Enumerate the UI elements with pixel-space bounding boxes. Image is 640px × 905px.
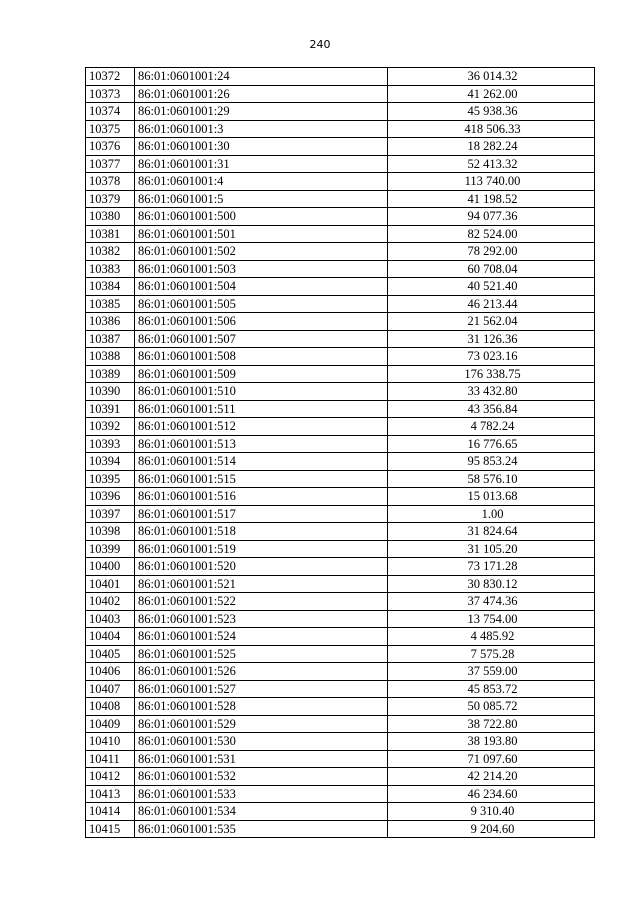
cadastral-number-cell: 86:01:0601001:503 (135, 260, 388, 278)
row-number-cell: 10378 (86, 173, 135, 191)
cadastral-value-cell: 94 077.36 (388, 208, 595, 226)
cadastral-number-cell: 86:01:0601001:24 (135, 68, 388, 86)
table-row (86, 663, 595, 681)
cadastral-value-cell: 418 506.33 (388, 120, 595, 138)
cadastral-number-cell: 86:01:0601001:525 (135, 645, 388, 663)
cadastral-value-cell: 42 214.20 (388, 768, 595, 786)
table-row (86, 278, 595, 296)
row-number-cell: 10414 (86, 803, 135, 821)
cadastral-number-cell: 86:01:0601001:531 (135, 750, 388, 768)
cadastral-value-cell: 41 198.52 (388, 190, 595, 208)
cadastral-number-cell: 86:01:0601001:4 (135, 173, 388, 191)
table-row (86, 733, 595, 751)
cadastral-number-cell: 86:01:0601001:513 (135, 435, 388, 453)
table-row (86, 593, 595, 611)
cadastral-number-cell: 86:01:0601001:512 (135, 418, 388, 436)
table-row (86, 680, 595, 698)
cadastral-value-cell: 43 356.84 (388, 400, 595, 418)
cadastral-value-cell: 36 014.32 (388, 68, 595, 86)
cadastral-number-cell: 86:01:0601001:511 (135, 400, 388, 418)
cadastral-value-cell: 1.00 (388, 505, 595, 523)
cadastral-number-cell: 86:01:0601001:522 (135, 593, 388, 611)
cadastral-number-cell: 86:01:0601001:523 (135, 610, 388, 628)
cadastral-value-cell: 60 708.04 (388, 260, 595, 278)
row-number-cell: 10401 (86, 575, 135, 593)
table-row (86, 330, 595, 348)
cadastral-number-cell: 86:01:0601001:26 (135, 85, 388, 103)
table-row (86, 435, 595, 453)
table-row (86, 383, 595, 401)
table-row (86, 190, 595, 208)
cadastral-number-cell: 86:01:0601001:504 (135, 278, 388, 296)
cadastral-value-cell: 46 234.60 (388, 785, 595, 803)
row-number-cell: 10396 (86, 488, 135, 506)
cadastral-value-cell: 38 193.80 (388, 733, 595, 751)
cadastral-value-cell: 73 023.16 (388, 348, 595, 366)
table-row (86, 260, 595, 278)
table-row (86, 313, 595, 331)
table-row (86, 400, 595, 418)
cadastral-number-cell: 86:01:0601001:532 (135, 768, 388, 786)
row-number-cell: 10375 (86, 120, 135, 138)
cadastral-value-cell: 45 938.36 (388, 103, 595, 121)
cadastral-value-cell: 71 097.60 (388, 750, 595, 768)
table-row (86, 488, 595, 506)
row-number-cell: 10381 (86, 225, 135, 243)
cadastral-value-cell: 58 576.10 (388, 470, 595, 488)
cadastral-value-table (85, 67, 595, 838)
cadastral-number-cell: 86:01:0601001:524 (135, 628, 388, 646)
row-number-cell: 10408 (86, 698, 135, 716)
row-number-cell: 10404 (86, 628, 135, 646)
row-number-cell: 10412 (86, 768, 135, 786)
table-row (86, 523, 595, 541)
row-number-cell: 10386 (86, 313, 135, 331)
table-row (86, 453, 595, 471)
cadastral-value-cell: 176 338.75 (388, 365, 595, 383)
row-number-cell: 10394 (86, 453, 135, 471)
table-row (86, 645, 595, 663)
cadastral-value-cell: 50 085.72 (388, 698, 595, 716)
cadastral-number-cell: 86:01:0601001:3 (135, 120, 388, 138)
cadastral-number-cell: 86:01:0601001:534 (135, 803, 388, 821)
row-number-cell: 10406 (86, 663, 135, 681)
cadastral-value-cell: 9 310.40 (388, 803, 595, 821)
cadastral-value-cell: 16 776.65 (388, 435, 595, 453)
cadastral-number-cell: 86:01:0601001:500 (135, 208, 388, 226)
cadastral-number-cell: 86:01:0601001:527 (135, 680, 388, 698)
cadastral-number-cell: 86:01:0601001:5 (135, 190, 388, 208)
cadastral-value-cell: 18 282.24 (388, 138, 595, 156)
cadastral-value-cell: 30 830.12 (388, 575, 595, 593)
cadastral-number-cell: 86:01:0601001:517 (135, 505, 388, 523)
row-number-cell: 10397 (86, 505, 135, 523)
cadastral-value-cell: 38 722.80 (388, 715, 595, 733)
cadastral-value-cell: 52 413.32 (388, 155, 595, 173)
table-row (86, 558, 595, 576)
cadastral-value-cell: 41 262.00 (388, 85, 595, 103)
cadastral-number-cell: 86:01:0601001:502 (135, 243, 388, 261)
table-row (86, 173, 595, 191)
row-number-cell: 10395 (86, 470, 135, 488)
row-number-cell: 10379 (86, 190, 135, 208)
row-number-cell: 10400 (86, 558, 135, 576)
row-number-cell: 10390 (86, 383, 135, 401)
cadastral-value-cell: 82 524.00 (388, 225, 595, 243)
cadastral-number-cell: 86:01:0601001:519 (135, 540, 388, 558)
table-row (86, 155, 595, 173)
cadastral-value-cell: 37 474.36 (388, 593, 595, 611)
cadastral-number-cell: 86:01:0601001:516 (135, 488, 388, 506)
table-row (86, 208, 595, 226)
row-number-cell: 10384 (86, 278, 135, 296)
row-number-cell: 10372 (86, 68, 135, 86)
row-number-cell: 10387 (86, 330, 135, 348)
row-number-cell: 10392 (86, 418, 135, 436)
cadastral-number-cell: 86:01:0601001:515 (135, 470, 388, 488)
table-row (86, 768, 595, 786)
row-number-cell: 10398 (86, 523, 135, 541)
table-row (86, 85, 595, 103)
cadastral-number-cell: 86:01:0601001:509 (135, 365, 388, 383)
row-number-cell: 10383 (86, 260, 135, 278)
row-number-cell: 10376 (86, 138, 135, 156)
cadastral-number-cell: 86:01:0601001:521 (135, 575, 388, 593)
table-row (86, 628, 595, 646)
cadastral-value-cell: 113 740.00 (388, 173, 595, 191)
cadastral-value-cell: 45 853.72 (388, 680, 595, 698)
row-number-cell: 10373 (86, 85, 135, 103)
cadastral-number-cell: 86:01:0601001:528 (135, 698, 388, 716)
row-number-cell: 10399 (86, 540, 135, 558)
table-row (86, 470, 595, 488)
cadastral-number-cell: 86:01:0601001:518 (135, 523, 388, 541)
cadastral-value-cell: 21 562.04 (388, 313, 595, 331)
cadastral-number-cell: 86:01:0601001:31 (135, 155, 388, 173)
cadastral-value-cell: 4 485.92 (388, 628, 595, 646)
table-row (86, 365, 595, 383)
row-number-cell: 10403 (86, 610, 135, 628)
table-body (86, 68, 595, 838)
table-row (86, 820, 595, 838)
cadastral-number-cell: 86:01:0601001:501 (135, 225, 388, 243)
table-row (86, 750, 595, 768)
cadastral-number-cell: 86:01:0601001:30 (135, 138, 388, 156)
row-number-cell: 10377 (86, 155, 135, 173)
row-number-cell: 10382 (86, 243, 135, 261)
row-number-cell: 10389 (86, 365, 135, 383)
cadastral-value-cell: 78 292.00 (388, 243, 595, 261)
row-number-cell: 10410 (86, 733, 135, 751)
row-number-cell: 10391 (86, 400, 135, 418)
cadastral-value-cell: 73 171.28 (388, 558, 595, 576)
table-row (86, 243, 595, 261)
cadastral-value-cell: 31 126.36 (388, 330, 595, 348)
table-row (86, 120, 595, 138)
cadastral-value-cell: 37 559.00 (388, 663, 595, 681)
cadastral-value-cell: 31 105.20 (388, 540, 595, 558)
table-row (86, 698, 595, 716)
row-number-cell: 10388 (86, 348, 135, 366)
cadastral-number-cell: 86:01:0601001:506 (135, 313, 388, 331)
cadastral-number-cell: 86:01:0601001:533 (135, 785, 388, 803)
row-number-cell: 10393 (86, 435, 135, 453)
cadastral-value-cell: 7 575.28 (388, 645, 595, 663)
cadastral-value-cell: 13 754.00 (388, 610, 595, 628)
table-row (86, 418, 595, 436)
row-number-cell: 10385 (86, 295, 135, 313)
row-number-cell: 10409 (86, 715, 135, 733)
cadastral-number-cell: 86:01:0601001:510 (135, 383, 388, 401)
row-number-cell: 10380 (86, 208, 135, 226)
cadastral-number-cell: 86:01:0601001:507 (135, 330, 388, 348)
table-row (86, 715, 595, 733)
cadastral-value-cell: 31 824.64 (388, 523, 595, 541)
row-number-cell: 10374 (86, 103, 135, 121)
cadastral-value-cell: 15 013.68 (388, 488, 595, 506)
row-number-cell: 10411 (86, 750, 135, 768)
table-row (86, 295, 595, 313)
cadastral-number-cell: 86:01:0601001:535 (135, 820, 388, 838)
cadastral-number-cell: 86:01:0601001:29 (135, 103, 388, 121)
table-row (86, 610, 595, 628)
table-row (86, 785, 595, 803)
table-row (86, 103, 595, 121)
cadastral-value-cell: 46 213.44 (388, 295, 595, 313)
page-number: 240 (309, 38, 331, 51)
table-row (86, 348, 595, 366)
cadastral-number-cell: 86:01:0601001:530 (135, 733, 388, 751)
cadastral-value-cell: 40 521.40 (388, 278, 595, 296)
table-row (86, 540, 595, 558)
table-row (86, 138, 595, 156)
row-number-cell: 10407 (86, 680, 135, 698)
row-number-cell: 10402 (86, 593, 135, 611)
row-number-cell: 10413 (86, 785, 135, 803)
row-number-cell: 10405 (86, 645, 135, 663)
cadastral-number-cell: 86:01:0601001:526 (135, 663, 388, 681)
table-row (86, 505, 595, 523)
cadastral-value-cell: 95 853.24 (388, 453, 595, 471)
cadastral-number-cell: 86:01:0601001:514 (135, 453, 388, 471)
table-row (86, 68, 595, 86)
cadastral-number-cell: 86:01:0601001:520 (135, 558, 388, 576)
table-row (86, 803, 595, 821)
table-row (86, 225, 595, 243)
row-number-cell: 10415 (86, 820, 135, 838)
table-row (86, 575, 595, 593)
cadastral-value-cell: 33 432.80 (388, 383, 595, 401)
cadastral-value-cell: 9 204.60 (388, 820, 595, 838)
cadastral-number-cell: 86:01:0601001:529 (135, 715, 388, 733)
cadastral-number-cell: 86:01:0601001:505 (135, 295, 388, 313)
cadastral-value-cell: 4 782.24 (388, 418, 595, 436)
cadastral-number-cell: 86:01:0601001:508 (135, 348, 388, 366)
